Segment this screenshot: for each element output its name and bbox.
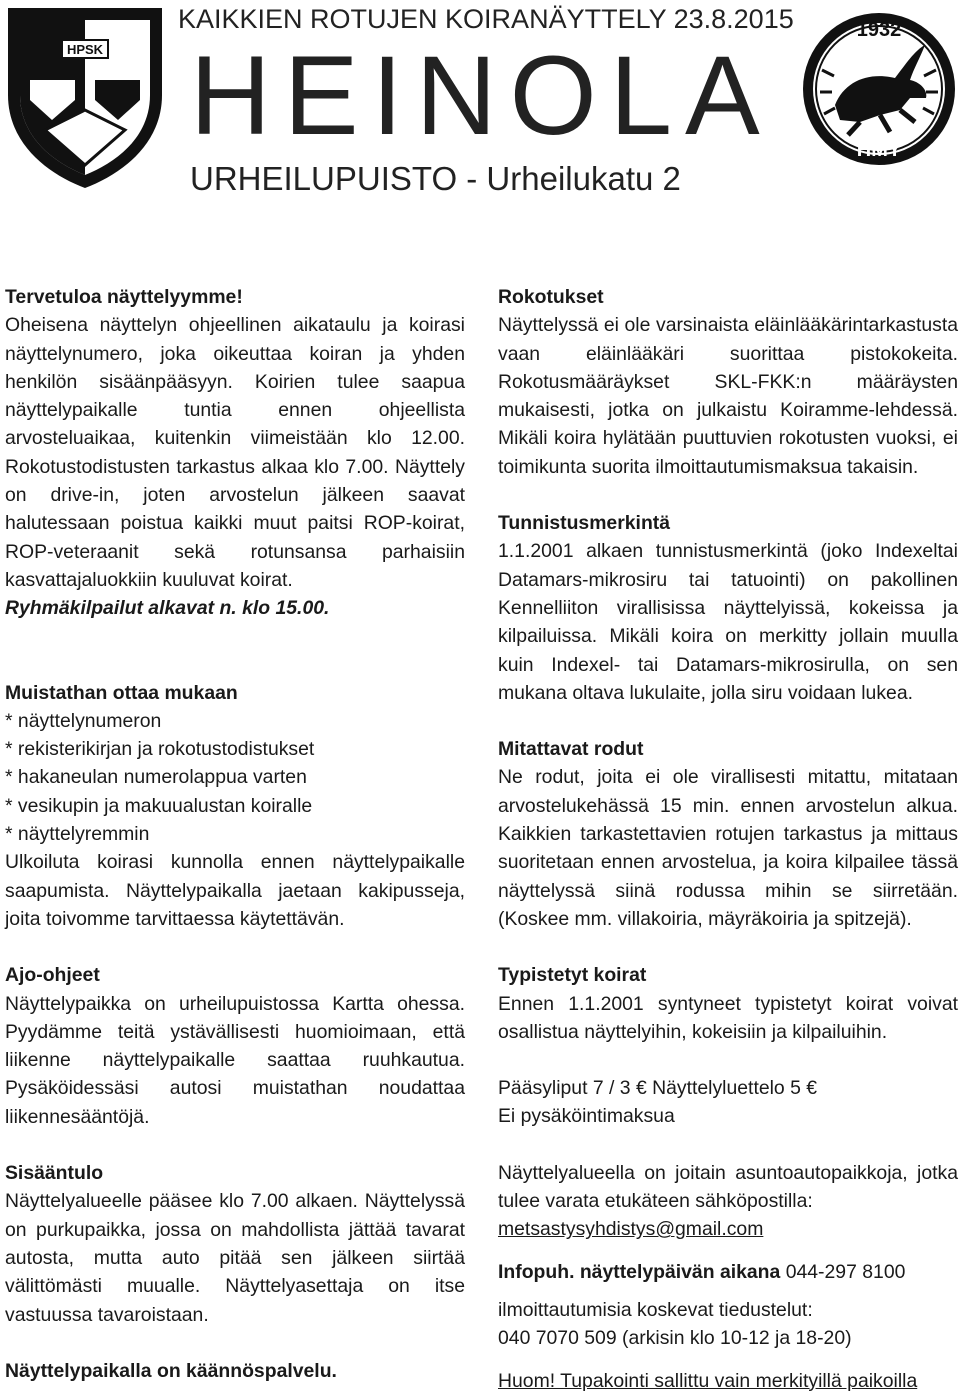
vaccinations-text: Näyttelyssä ei ole varsinaista eläinlääkärintarkastusta vaan eläinlääkäri suorittaa pistokokeita. Rokotusmääräykset SKL-FKK:n määräysten mukaisesti, jotka on julkaistu Koiramme-lehdessä. Mikäli koira hylätään puuttuvien rokotusten vuoksi, ei toimikunta suorita ilmoittautumismaksua takaisin. [498, 314, 958, 478]
docked-dogs-heading: Typistetyt koirat [498, 964, 647, 987]
remember-text: Ulkoiluta koirasi kunnolla ennen näyttelypaikalle saapumista. Näyttelypaikalla jaetaan kakipusseja, joita toivomme tarvittaessa käytettävän. [5, 851, 465, 930]
logo-year-text: 1932 [856, 19, 902, 41]
info-phone-line [498, 1258, 958, 1286]
directions-text: Näyttelypaikka on urheilupuistossa Kartta ohessa. Pyydämme teitä ystävällisesti huomioimaan, että liikenne näyttelypaikalle saattaa ruuhkautua. Pysäköidessäsi autosi muistathan noudattaa liikennesääntöjä. [5, 992, 465, 1128]
directions-heading: Ajo-ohjeet [5, 964, 100, 987]
left-column [5, 283, 465, 1385]
remember-item: * rekisterikirjan ja rokotustodistukset [5, 738, 315, 761]
right-column [498, 283, 958, 1395]
interpretation-note: Näyttelypaikalla on käännöspalvelu. [5, 1359, 337, 1382]
remember-item: * näyttelynumeron [5, 709, 162, 732]
event-title: KAIKKIEN ROTUJEN KOIRANÄYTTELY 23.8.2015 [178, 4, 794, 34]
camper-text: Näyttelyalueella on joitain asuntoautopaikkoja, jotka tulee varata etukäteen sähköpostilla: [498, 1161, 958, 1213]
identification-text: 1.1.2001 alkaen tunnistusmerkintä (joko Indexeltai Datamars-mikrosiru tai tatuointi) on pakollinen Kennelliiton virallisissa näyttelyissä, kokeissa ja kilpailuissa. Mikäli koira on merkitty jollain muulla kuin Indexel- tai Datamars-mikrosirulla, on sen mukana oltava lukulaite, jolla siru voidaan lukea. [498, 540, 958, 704]
hmy-round-logo [800, 10, 958, 168]
entry-text: Näyttelyalueelle pääsee klo 7.00 alkaen. Näyttelyssä on purkupaikka, jossa on mahdollista jättää tavarat autosta, mutta auto pitää sen jälkeen siirtää välittömästi muualle. Näyttelyasettaja on itse vastuussa tavaroistaan. [5, 1190, 465, 1326]
hpsk-logo-text: HPSK [66, 42, 104, 57]
remember-item: * vesikupin ja makuualustan koiralle [5, 794, 313, 817]
identification-heading: Tunnistusmerkintä [498, 512, 671, 535]
welcome-heading: Tervetuloa näyttelyymme! [5, 286, 243, 308]
measured-breeds-text: Ne rodut, joita ei ole virallisesti mitattu, mitataan arvostelukehässä 15 min. ennen arvostelun alkua. Kaikkien tarkastettavien rotujen tarkastus ja mittaus suoritetaan ennen arvostelua, ja koira kilpailee tässä näyttelyssä siinä rodussa mihin se siirretään. (Koskee mm. villakoiria, mäyräkoiria ja spitzejä). [498, 766, 958, 930]
docked-dogs-text: Ennen 1.1.2001 syntyneet typistetyt koirat voivat osallistua näyttelyihin, kokeisiin ja kilpailuihin. [498, 992, 958, 1043]
welcome-text: Oheisena näyttelyn ohjeellinen aikataulu ja koirasi näyttelynumero, joka oikeuttaa koiran ja yhden henkilön sisäänpääsyyn. Koirien tulee saapua näyttelypaikalle tuntia ennen ohjeellista arvosteluaikaa, kuitenkin viimeistään klo 12.00. Rokotustodistusten tarkastus alkaa klo 7.00. Näyttely on drive-in, joten arvostelun jälkeen saavat halutessaan poistua kaikki muut paitsi ROP-koirat, ROP-veteraanit sekä rotunsansa parhaisiin kasvattajaluokkiin kuuluvat koirat. [5, 314, 465, 591]
smoking-note: Huom! Tupakointi sallittu vain merkityillä paikoilla [498, 1369, 918, 1392]
remember-item: * näyttelyremmin [5, 823, 150, 846]
group-competitions-note: Ryhmäkilpailut alkavat n. klo 15.00. [5, 597, 330, 620]
remember-heading: Muistathan ottaa mukaan [5, 681, 238, 704]
info-phone-number: 044-297 8100 [780, 1260, 906, 1283]
remember-item: * hakaneulan numerolappua varten [5, 766, 307, 789]
hpsk-crest-logo [0, 0, 170, 190]
email-link[interactable]: metsastysyhdistys@gmail.com [498, 1218, 764, 1241]
parking-note: Ei pysäköintimaksua [498, 1105, 675, 1128]
city-title: HEINOLA [190, 33, 773, 158]
vaccinations-heading: Rokotukset [498, 286, 604, 308]
info-phone-label: Infopuh. näyttelypäivän aikana [498, 1260, 781, 1283]
entry-heading: Sisääntulo [5, 1162, 104, 1185]
header [0, 0, 960, 270]
venue-address: URHEILUPUISTO - Urheilukatu 2 [190, 160, 681, 197]
enquiry-phone: 040 7070 509 (arkisin klo 10-12 ja 18-20) [498, 1327, 852, 1350]
enquiry-label: ilmoittautumisia koskevat tiedustelut: [498, 1298, 813, 1321]
hmy-logo-text: HMY [856, 139, 902, 161]
ticket-prices: Pääsyliput 7 / 3 € Näyttelyluettelo 5 € [498, 1077, 818, 1100]
measured-breeds-heading: Mitattavat rodut [498, 738, 644, 761]
